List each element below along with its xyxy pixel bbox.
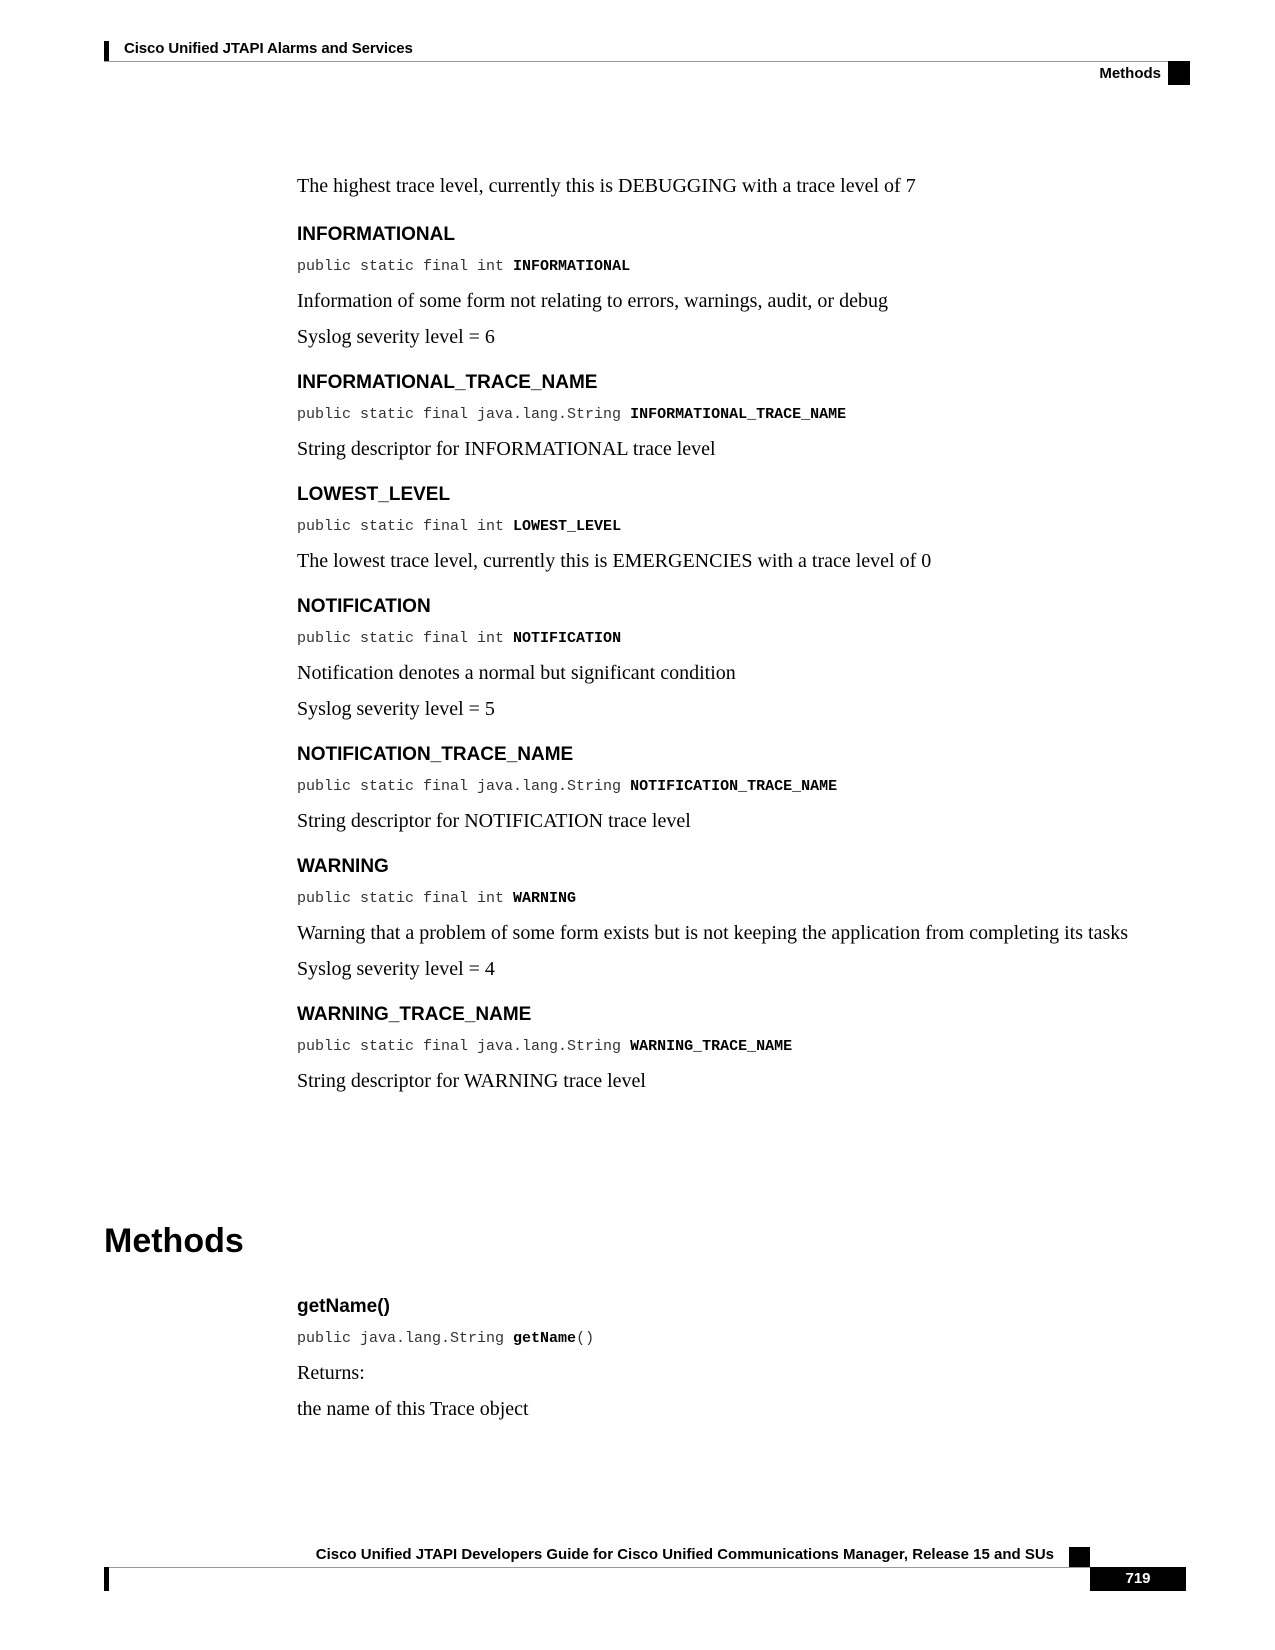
signature-name: INFORMATIONAL_TRACE_NAME [630,406,847,423]
field-description: String descriptor for WARNING trace level [297,1070,646,1092]
field-warning [297,854,1197,983]
signature-prefix: public static final java.lang.String [297,1038,631,1055]
methods-heading: Methods [104,1222,244,1260]
field-signature [297,627,1197,651]
field-informational-trace-name [297,370,1197,463]
returns-description: the name of this Trace object [297,1398,529,1420]
signature-name: getName [513,1330,577,1347]
signature-name: NOTIFICATION_TRACE_NAME [630,778,838,795]
field-name: NOTIFICATION_TRACE_NAME [297,744,574,765]
running-header-title: Cisco Unified JTAPI Alarms and Services [124,40,413,57]
field-severity: Syslog severity level = 6 [297,326,495,348]
running-header-section: Methods [1099,65,1161,82]
field-warning-trace-name [297,1002,1197,1095]
signature-name: INFORMATIONAL [513,258,631,275]
header-bar [104,41,109,61]
field-name: WARNING [297,856,389,877]
signature-name: LOWEST_LEVEL [513,518,622,535]
field-signature [297,775,1197,799]
field-signature [297,515,1197,539]
signature-prefix: public static final int [297,890,514,907]
fields-content [297,172,1197,1114]
method-name: getName() [297,1296,390,1317]
field-description: The lowest trace level, currently this is EMERGENCIES with a trace level of 0 [297,550,932,572]
signature-name: WARNING_TRACE_NAME [630,1038,793,1055]
field-name: NOTIFICATION [297,596,431,617]
field-notification-trace-name [297,742,1197,835]
field-description: String descriptor for NOTIFICATION trace level [297,810,691,832]
field-description: Notification denotes a normal but significant condition [297,662,736,684]
header-block [1168,61,1190,85]
signature-name: NOTIFICATION [513,630,622,647]
field-name: INFORMATIONAL_TRACE_NAME [297,372,598,393]
field-signature [297,1035,1197,1059]
header-rule [104,61,1186,62]
method-getname [297,1294,1197,1431]
field-description: String descriptor for INFORMATIONAL trace level [297,438,716,460]
footer-bar [104,1567,109,1591]
field-severity: Syslog severity level = 4 [297,958,495,980]
signature-name: WARNING [513,890,577,907]
signature-prefix: public static final int [297,258,514,275]
footer-block [1069,1547,1090,1567]
footer-guide-title: Cisco Unified JTAPI Developers Guide for Cisco Unified Communications Manager, Release 15 and SUs [315,1546,1054,1563]
signature-prefix: public static final int [297,518,514,535]
field-signature [297,887,1197,911]
returns-label: Returns: [297,1362,365,1384]
signature-suffix: () [576,1330,595,1347]
field-description: Information of some form not relating to errors, warnings, audit, or debug [297,290,888,312]
field-description: Warning that a problem of some form exists but is not keeping the application from completing its tasks [297,922,1129,944]
field-signature [297,403,1197,427]
signature-prefix: public static final java.lang.String [297,778,631,795]
signature-prefix: public java.lang.String [297,1330,514,1347]
field-name: INFORMATIONAL [297,224,455,245]
footer-rule [104,1567,1186,1568]
field-signature [297,255,1197,279]
field-name: WARNING_TRACE_NAME [297,1004,532,1025]
field-severity: Syslog severity level = 5 [297,698,495,720]
method-signature [297,1327,1197,1351]
field-informational [297,222,1197,351]
field-notification [297,594,1197,723]
signature-prefix: public static final int [297,630,514,647]
page-number: 719 [1090,1567,1186,1591]
field-lowest-level [297,482,1197,575]
signature-prefix: public static final java.lang.String [297,406,631,423]
field-name: LOWEST_LEVEL [297,484,451,505]
intro-text: The highest trace level, currently this is DEBUGGING with a trace level of 7 [297,175,916,197]
